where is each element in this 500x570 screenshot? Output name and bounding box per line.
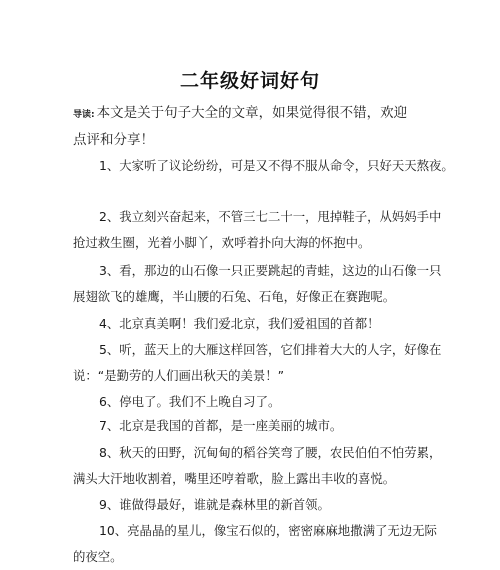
sentence-item-2 (73, 204, 443, 256)
sentence-item-1 (73, 153, 454, 179)
sentence-item-3 (73, 258, 443, 310)
sentence-item-6 (73, 389, 443, 415)
sentence-continuation: 抢过救生圈，光着小脚丫，欢呼着扑向大海的怀抱中。 (73, 235, 371, 250)
intro-line-2: 点评和分享！ (73, 132, 154, 148)
sentence-text: 6、停电了。我们不上晚自习了。 (99, 394, 281, 409)
sentence-text: 10、亮晶晶的星儿，像宝石似的，密密麻麻地撒满了无边无际 (99, 523, 437, 538)
sentence-continuation: 说：“是勤劳的人们画出秋天的美景！” (73, 368, 285, 383)
sentence-text: 4、北京真美啊！我们爱北京，我们爱祖国的首都！ (99, 316, 380, 331)
page-title: 二年级好词好句 (179, 70, 320, 92)
sentence-text: 8、秋天的田野，沉甸甸的稻谷笑弯了腰，农民伯伯不怕劳累， (99, 445, 442, 460)
intro-paragraph (73, 101, 453, 153)
sentence-item-5 (73, 337, 443, 389)
sentence-continuation: 的夜空。 (73, 549, 123, 564)
intro-line-1: 本文是关于句子大全的文章，如果觉得很不错，欢迎 (96, 105, 408, 121)
sentence-continuation: 满头大汗地收割着，嘴里还哼着歌，脸上露出丰收的喜悦。 (73, 471, 396, 486)
sentence-item-10 (73, 518, 443, 570)
sentence-item-4 (73, 311, 443, 337)
sentence-text: 3、看，那边的山石像一只正要跳起的青蛙，这边的山石像一只 (99, 263, 442, 278)
sentence-item-9 (73, 492, 443, 518)
intro-lead: 导读: (73, 110, 95, 120)
sentence-text: 2、我立刻兴奋起来，不管三七二十一，甩掉鞋子，从妈妈手中 (99, 209, 442, 224)
sentence-text: 5、听，蓝天上的大雁这样回答，它们排着大大的人字，好像在 (99, 342, 442, 357)
sentence-text: 9、谁做得最好，谁就是森林里的新首领。 (99, 497, 330, 512)
sentence-continuation: 展翅欲飞的雄鹰，半山腰的石兔、石龟，好像正在赛跑呢。 (73, 289, 396, 304)
sentence-item-7 (73, 413, 443, 439)
sentence-item-8 (73, 440, 443, 492)
sentence-text: 7、北京是我国的首都，是一座美丽的城市。 (99, 418, 343, 433)
sentence-text: 1、大家听了议论纷纷，可是又不得不服从命令，只好天天熬夜。 (99, 158, 454, 173)
